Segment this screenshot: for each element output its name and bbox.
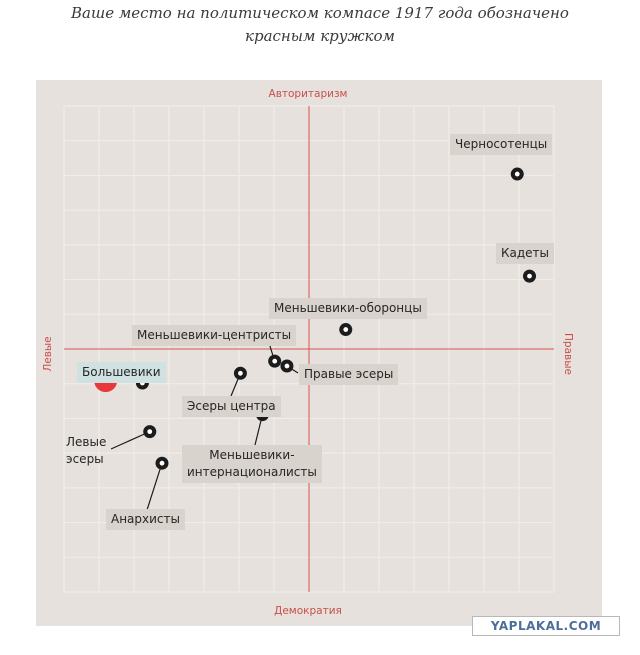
axis-label-top: Авторитаризм: [268, 88, 348, 100]
point-label-bolsheviki: Большевики: [77, 362, 166, 383]
leader-line: [147, 463, 162, 510]
point-marker-center: [515, 172, 520, 177]
point-label-kadety: Кадеты: [496, 243, 554, 264]
point-marker-center: [160, 461, 165, 466]
point-label-mensheviki-internatsionalisty: [182, 445, 322, 483]
point-label-anarkhisty: Анархисты: [106, 509, 185, 530]
point-label-chernosotentsy: Черносотенцы: [450, 134, 552, 155]
point-marker-center: [343, 327, 348, 332]
axis-label-bottom: Демократия: [274, 605, 342, 617]
point-label-levye-esery-line-2: эсеры: [66, 452, 104, 466]
watermark-logo: YAPLAKAL.COM: [472, 616, 620, 636]
axis-label-left: Левые: [42, 336, 54, 372]
point-marker-center: [272, 359, 277, 364]
point-label-levye-esery: [64, 433, 108, 469]
point-marker-center: [527, 274, 532, 279]
point-label-pravye-esery: Правые эсеры: [299, 364, 398, 385]
point-label-mensheviki-tsentristy: Меньшевики-центристы: [132, 325, 296, 346]
point-marker-center: [147, 429, 152, 434]
point-label-mensheviki-oborontsy: Меньшевики-оборонцы: [269, 298, 427, 319]
caption-line-2: красным кружком: [245, 27, 395, 45]
axis-label-right: Правые: [562, 333, 574, 375]
point-label-internatsionalisty-line-2: интернационалисты: [187, 465, 317, 479]
point-label-levye-esery-line-1: Левые: [66, 435, 107, 449]
point-marker-center: [238, 371, 243, 376]
point-marker-center: [285, 364, 290, 369]
point-label-internatsionalisty-line-1: Меньшевики-: [209, 448, 295, 462]
caption-line-1: Ваше место на политическом компасе 1917 года обозначено: [71, 4, 569, 22]
point-label-esery-tsentra: Эсеры центра: [182, 396, 281, 417]
